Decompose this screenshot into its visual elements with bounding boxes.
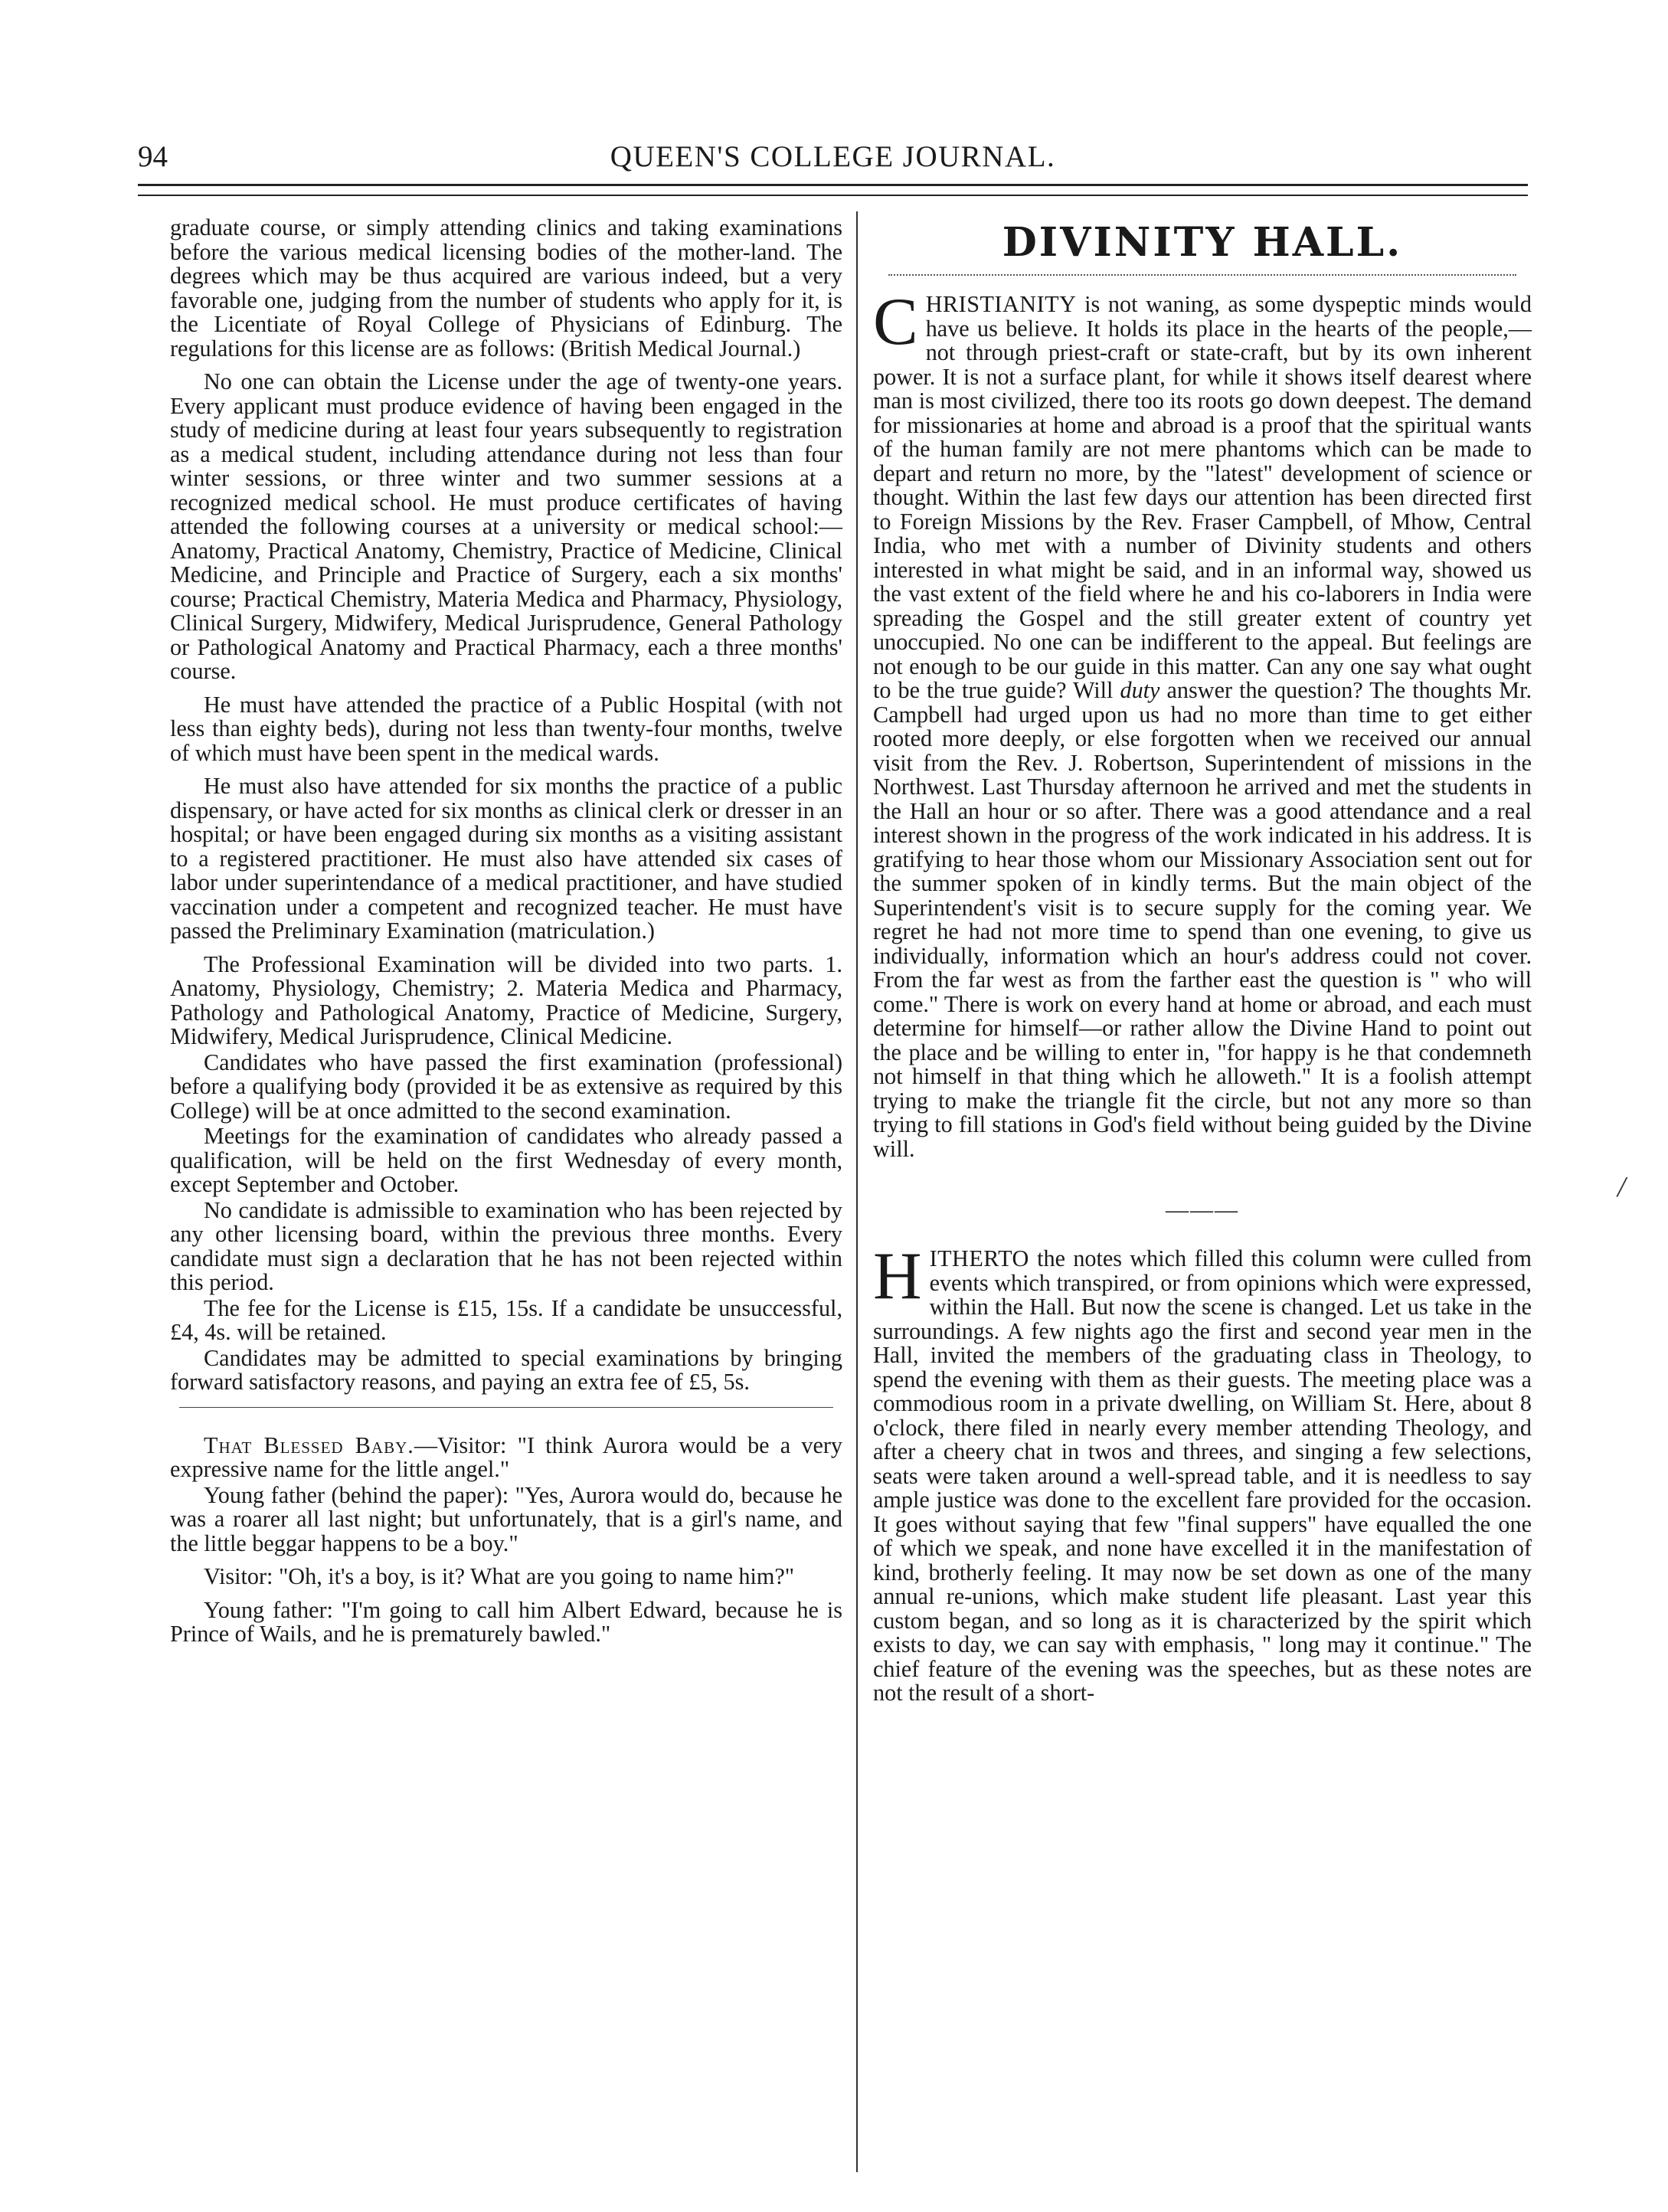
drop-cap: H (873, 1239, 922, 1314)
paragraph: The Professional Examination will be divided into two parts. 1. Anatomy, Physiology, Chemistry; 2. Materia Medica and Pharmacy, Pathology and Pathological Anatomy, Practice of Medicine, Surgery, Midwifery, Medical Jurisprudence, Clinical Medicine. (170, 951, 842, 1049)
paragraph: He must have attended the practice of a Public Hospital (with not less than eighty beds), during not less than twenty-four months, twelve of which must have been spent in the medical wards. (170, 691, 842, 766)
section-rule (179, 1407, 833, 1408)
right-column (873, 216, 1532, 1715)
paragraph: graduate course, or simply attending clinics and taking examinations before the various medical licensing bodies of the mother-land. The degrees which may be thus acquired are various indeed, but a very favorable one, judging from the number of students who apply for it, is the Licentiate of Royal College of Physicians of Edinburg. The regulations for this license are as follows: (British Medical Journal.) (170, 214, 842, 362)
lead-word: ITHERTO (929, 1245, 1029, 1271)
paragraph: Candidates may be admitted to special examinations by bringing forward satisfactory reasons, and paying an extra fee of £5, 5s. (170, 1344, 842, 1395)
left-column (170, 216, 842, 1656)
paragraph: No candidate is admissible to examination who has been rejected by any other licensing board, within the previous three months. Every candidate must sign a declaration that he has not been rejected within this period. (170, 1196, 842, 1295)
journal-title: QUEEN'S COLLEGE JOURNAL. (610, 140, 1056, 173)
article-text: answer the question? The thoughts Mr. Campbell had urged upon us had no more than time to get either rooted more deeply, or else forgotten when we received our annual visit from the Rev. J. Robertson, Superintendent of missions in the Northwest. Last Thursday afternoon he arrived and met the students in the Hall an hour or so after. There was a good attendance and a real interest shown in the progress of the work indicated in his address. It is gratifying to hear those whom our Missionary Association sent out for the summer spoken of in kindly terms. But the main object of the Superintendent's visit is to secure supply for the coming year. We regret he had not more time to spend than one evening, to give us individually, information which an hour's address could not cover. From the far west as from the farther east the question is " who will come." There is work on every hand at home or abroad, and each must determine for himself—or rather allow the Divine Hand to point out the place and be willing to enter in, "for happy is he that condemneth not himself in that thing which he alloweth." It is a foolish attempt trying to make the triangle fit the circle, but not any more so than trying to fill stations in God's field without being guided by the Divine will. (873, 677, 1532, 1162)
page-header (138, 134, 1528, 180)
article-text: the notes which filled this column were culled from events which transpired, or from opinions which were expressed, within the Hall. But now the scene is changed. Let us take in the surroundings. A few nights ago the first and second year men in the Hall, invited the members of the graduating class in Theology, to spend the evening with them as their guests. The meeting place was a commodious room in a private dwelling, on William St. Here, about 8 o'clock, there filed in nearly every member attending Theology, and after a cheery chat in twos and threes, and singing a few selections, seats were taken around a well-spread table, and it is needless to say ample justice was done to the excellent fare provided for the occasion. It goes without saying that few "final suppers" have equalled the one of which we speak, and none have excelled it in the manifestation of kind, brotherly feeling. It may now be set down as one of the many annual re-unions, which make student life pleasant. Last year this custom began, and so long as it is characterized by the spirit which exists to day, we can say with emphasis, " long may it continue." The chief feature of the evening was the speeches, but as these notes are not the result of a short- (873, 1245, 1532, 1706)
title-dotted-rule (888, 274, 1516, 276)
anecdote-line: Young father: "I'm going to call him Albert Edward, because he is Prince of Wails, and he is prematurely bawled." (170, 1596, 842, 1647)
margin-mark: / (1617, 1171, 1626, 1203)
article-separator: ——— (1166, 1197, 1239, 1222)
header-rule-top (138, 184, 1528, 186)
paragraph: Candidates who have passed the first examination (professional) before a qualifying body (provided it be as extensive as required by this College) will be at once admitted to the second examination. (170, 1049, 842, 1124)
drop-cap: C (873, 285, 918, 359)
paragraph: No one can obtain the License under the age of twenty-one years. Every applicant must produce evidence of having been engaged in the study of medicine during at least four years subsequently to registration as a medical student, including attendance during not less than four winter sessions, or three winter and two summer sessions at a recognized medical school. He must produce certificates of having attended the following courses at a university or medical school:—Anatomy, Practical Anatomy, Chemistry, Practice of Medicine, Clinical Medicine, and Principle and Practice of Surgery, each a six months' course; Practical Chemistry, Materia Medica and Pharmacy, Physiology, Clinical Surgery, Midwifery, Medical Jurisprudence, General Pathology or Pathological Anatomy and Practical Pharmacy, each a three months' course. (170, 368, 842, 684)
anecdote-line: Young father (behind the paper): "Yes, Aurora would do, because he was a roarer all last night; but unfortunately, that is a girl's name, and the little beggar happens to be a boy." (170, 1481, 842, 1556)
article-paragraph (873, 285, 1532, 1162)
anecdote-line: —Visitor: "I think Aurora would be a very expressive name for the little angel." (170, 1432, 842, 1482)
lead-word: HRISTIANITY (925, 291, 1077, 317)
header-rule-bottom (138, 195, 1528, 196)
column-divider (856, 211, 858, 2172)
emphasis-word: duty (1120, 677, 1160, 703)
paragraph: Meetings for the examination of candidates who already passed a qualification, will be held on the first Wednesday of every month, except September and October. (170, 1123, 842, 1197)
anecdote-line: Visitor: "Oh, it's a boy, is it? What are you going to name him?" (204, 1563, 795, 1589)
paragraph: He must also have attended for six months the practice of a public dispensary, or have acted for six months as clinical clerk or dresser in an hospital; or have been engaged during six months as a visiting assistant to a registered practitioner. He must also have attended six cases of labor under superintendance of a medical practitioner, and have studied vaccination under a competent and recognized teacher. He must have passed the Preliminary Examination (matriculation.) (170, 773, 842, 944)
page-number: 94 (138, 140, 168, 173)
paragraph: The fee for the License is £15, 15s. If a candidate be unsuccessful, £4, 4s. will be retained. (170, 1294, 842, 1345)
article-paragraph (873, 1239, 1532, 1706)
anecdote-title: That Blessed Baby. (204, 1432, 414, 1458)
section-title: DIVINITY HALL. (1002, 219, 1403, 266)
anecdote-paragraph (170, 1434, 842, 1482)
article-text: is not waning, as some dyspeptic minds would have us believe. It holds its place in the hearts of the people,—not through priest-craft or state-craft, but by its own inherent power. It is not a surface plant, for while it shows itself dearest where man is most civilized, there too its roots go down deepest. The demand for missionaries at home and abroad is a proof that the spiritual wants of the human family are not mere phantoms which can be made to depart and return no more, by the "latest" development of science or thought. Within the last few days our attention has been directed first to Foreign Missions by the Rev. Fraser Campbell, of Mhow, Central India, who met with a number of Divinity students and others interested in what might be said, and in an informal way, showed us the vast extent of the field where he and his co-laborers in India were spreading the Gospel and the still greater extent of country yet unoccupied. No one can be indifferent to the appeal. But feelings are not enough to be our guide in this matter. Can any one say what ought to be the true guide? Will (873, 291, 1532, 703)
